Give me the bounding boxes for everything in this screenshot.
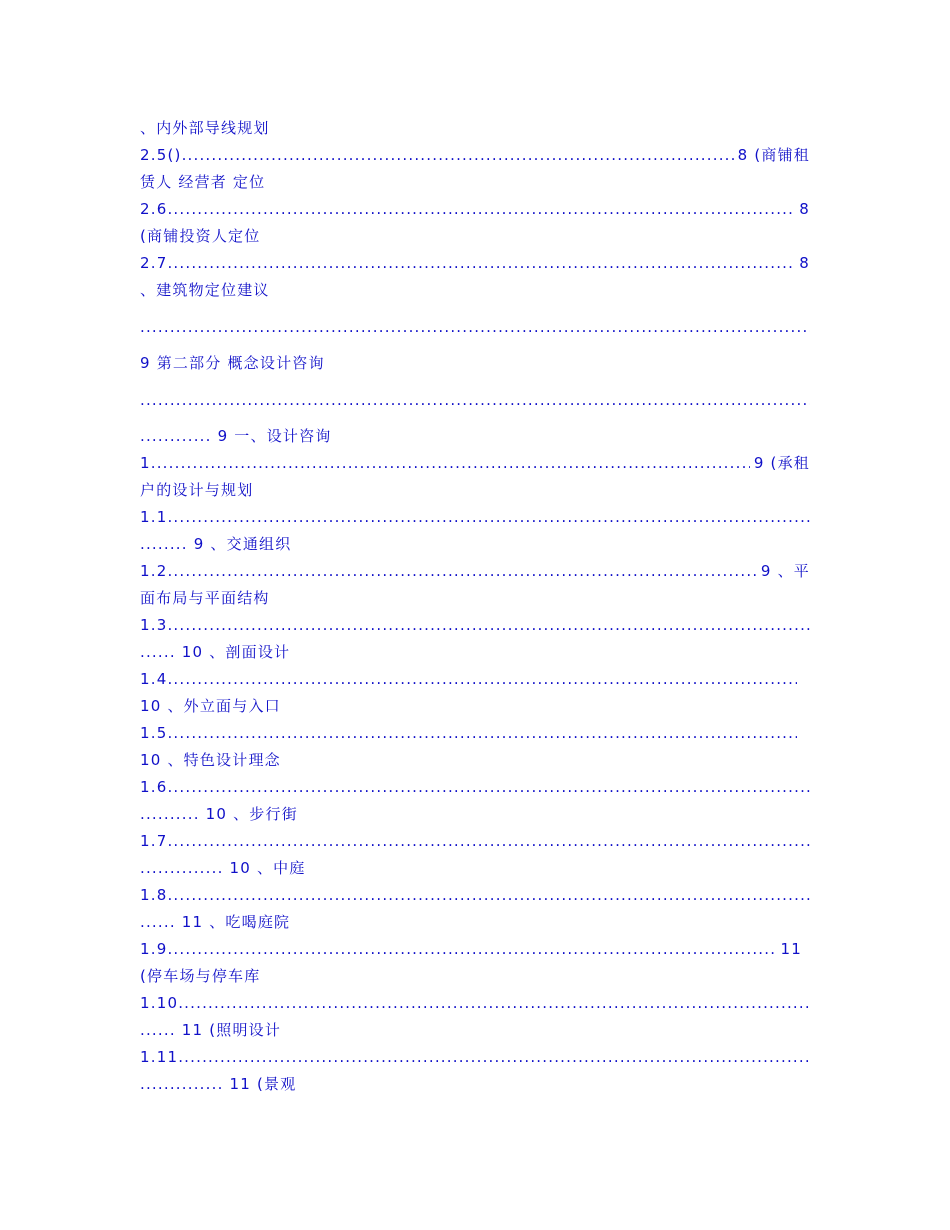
- dot-leader: [140, 377, 810, 423]
- toc-line: ...... 11 、吃喝庭院: [140, 913, 291, 931]
- toc-line: .............. 10 、中庭: [140, 859, 306, 877]
- toc-line: 10 、外立面与入口: [140, 697, 281, 715]
- toc-entry-number: 1.3: [140, 616, 168, 634]
- toc-line: ...... 11 (照明设计: [140, 1021, 282, 1039]
- dot-leader: [167, 250, 795, 277]
- toc-entry-page: 9 、平: [760, 562, 810, 580]
- dot-leader: [167, 720, 797, 747]
- toc-entry-1-1[interactable]: [140, 504, 810, 531]
- dot-leader: [178, 990, 810, 1017]
- toc-entry-1-7[interactable]: [140, 828, 810, 855]
- toc-entry-2-5[interactable]: [140, 142, 810, 169]
- dot-leader: [167, 504, 810, 531]
- toc-page: [140, 115, 810, 1098]
- toc-entry-1-5[interactable]: [140, 720, 797, 747]
- toc-entry-number: 2.6: [140, 200, 168, 218]
- toc-entry-page: 9 (承租: [753, 454, 810, 472]
- toc-line: .......... 10 、步行街: [140, 805, 298, 823]
- dot-leader: [167, 882, 810, 909]
- toc-entry-1-8[interactable]: [140, 882, 810, 909]
- toc-dot-leader-line: [140, 304, 810, 350]
- toc-line: ...... 10 、剖面设计: [140, 643, 291, 661]
- toc-line: 10 、特色设计理念: [140, 751, 281, 769]
- dot-leader: [167, 666, 797, 693]
- toc-entry-number: 2.7: [140, 254, 168, 272]
- toc-line: .............. 11 (景观: [140, 1075, 297, 1093]
- toc-entry-1-6[interactable]: [140, 774, 810, 801]
- toc-entry-number: 1.8: [140, 886, 168, 904]
- dot-leader: [167, 196, 795, 223]
- toc-section-heading[interactable]: ............ 9 一、设计咨询: [140, 427, 332, 445]
- toc-entry-page: 8: [799, 254, 810, 272]
- toc-entry-page: 11: [780, 940, 802, 958]
- toc-part-heading[interactable]: 9 第二部分 概念设计咨询: [140, 354, 325, 372]
- toc-entry-number: 1.4: [140, 670, 168, 688]
- toc-entry-number: 1.11: [140, 1048, 179, 1066]
- toc-entry-number: 1.7: [140, 832, 168, 850]
- toc-entry-1-3[interactable]: [140, 612, 810, 639]
- toc-entry-page: 8 (商铺租: [737, 146, 810, 164]
- toc-entry-number: 1.2: [140, 562, 168, 580]
- dot-leader: [151, 450, 750, 477]
- dot-leader: [178, 1044, 810, 1071]
- toc-line: 、建筑物定位建议: [140, 281, 270, 299]
- toc-line: (商铺投资人定位: [140, 227, 261, 245]
- toc-entry-2-6[interactable]: [140, 196, 810, 223]
- toc-entry-1-11[interactable]: [140, 1044, 810, 1071]
- dot-leader: [167, 612, 810, 639]
- toc-entry-1-4[interactable]: [140, 666, 797, 693]
- toc-line: 户的设计与规划: [140, 481, 254, 499]
- dot-leader: [182, 142, 734, 169]
- toc-entry-number: 1.1: [140, 508, 168, 526]
- toc-entry-number: 1.5: [140, 724, 168, 742]
- dot-leader: [140, 304, 810, 350]
- toc-line: (停车场与停车库: [140, 967, 261, 985]
- toc-line: 面布局与平面结构: [140, 589, 270, 607]
- toc-dot-leader-line: [140, 377, 810, 423]
- toc-entry-2-7[interactable]: [140, 250, 810, 277]
- toc-entry-number: 1.6: [140, 778, 168, 796]
- toc-line: ........ 9 、交通组织: [140, 535, 292, 553]
- toc-entry-page: 8: [799, 200, 810, 218]
- toc-entry-number: 1: [140, 454, 151, 472]
- toc-entry-1-9[interactable]: [140, 936, 802, 963]
- toc-entry-1-10[interactable]: [140, 990, 810, 1017]
- toc-line: 、内外部导线规划: [140, 119, 270, 137]
- toc-entry-number: 1.10: [140, 994, 179, 1012]
- toc-entry-number: 2.5(): [140, 146, 182, 164]
- toc-entry-1[interactable]: [140, 450, 810, 477]
- toc-line: 赁人 经营者 定位: [140, 173, 266, 191]
- toc-entry-1-2[interactable]: [140, 558, 810, 585]
- toc-entry-number: 1.9: [140, 940, 168, 958]
- dot-leader: [167, 774, 810, 801]
- dot-leader: [167, 828, 810, 855]
- dot-leader: [167, 936, 776, 963]
- dot-leader: [167, 558, 756, 585]
